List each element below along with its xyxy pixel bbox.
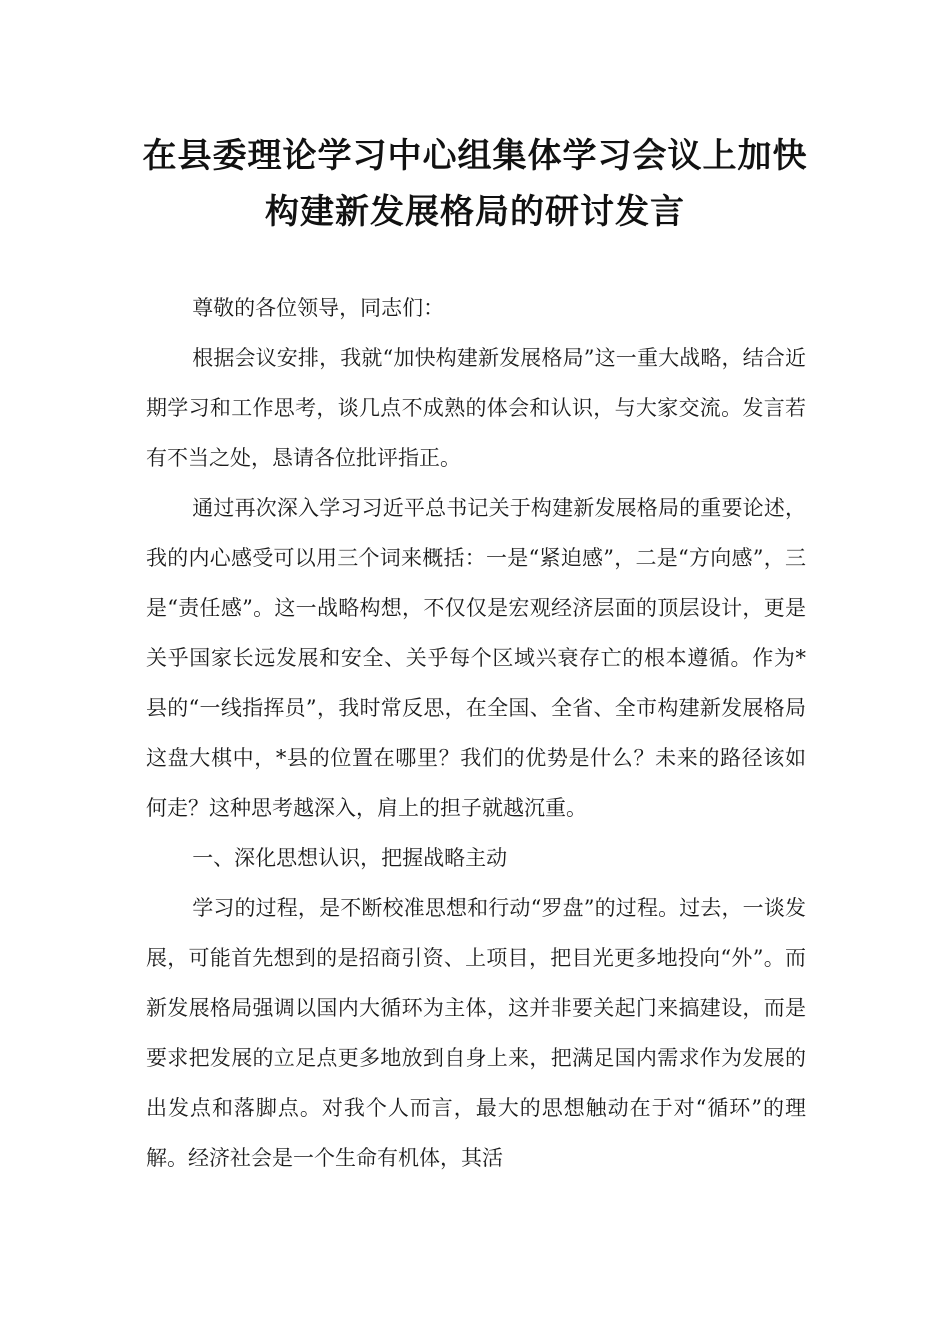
- salutation: 尊敬的各位领导，同志们：: [192, 296, 445, 320]
- document-body: [146, 283, 806, 1183]
- paragraph: 学习的过程，是不断校准思想和行动“罗盘”的过程。过去，一谈发展，可能首先想到的是招商引资、上项目，把目光更多地投向“外”。而新发展格局强调以国内大循环为主体，这并非要关起门来搞建设，而是要求把发展的立足点更多地放到自身上来，把满足国内需求作为发展的出发点和落脚点。对我个人而言，最大的思想触动在于对“循环”的理解。经济社会是一个生命有机体，其活: [146, 896, 806, 1170]
- paragraph: 通过再次深入学习习近平总书记关于构建新发展格局的重要论述，我的内心感受可以用三个词来概括：一是“紧迫感”，二是“方向感”，三是“责任感”。这一战略构想，不仅仅是宏观经济层面的顶层设计，更是关乎国家长远发展和安全、关乎每个区域兴衰存亡的根本遵循。作为*县的“一线指挥员”，我时常反思，在全国、全省、全市构建新发展格局这盘大棋中，*县的位置在哪里？我们的优势是什么？未来的路径该如何走？这种思考越深入，肩上的担子就越沉重。: [146, 496, 806, 820]
- section-heading: 一、深化思想认识，把握战略主动: [192, 846, 508, 870]
- page-title: 在县委理论学习中心组集体学习会议上加快构建新发展格局的研讨发言: [142, 136, 808, 232]
- paragraph: 根据会议安排，我就“加快构建新发展格局”这一重大战略，结合近期学习和工作思考，谈几点不成熟的体会和认识，与大家交流。发言若有不当之处，恳请各位批评指正。: [146, 346, 806, 470]
